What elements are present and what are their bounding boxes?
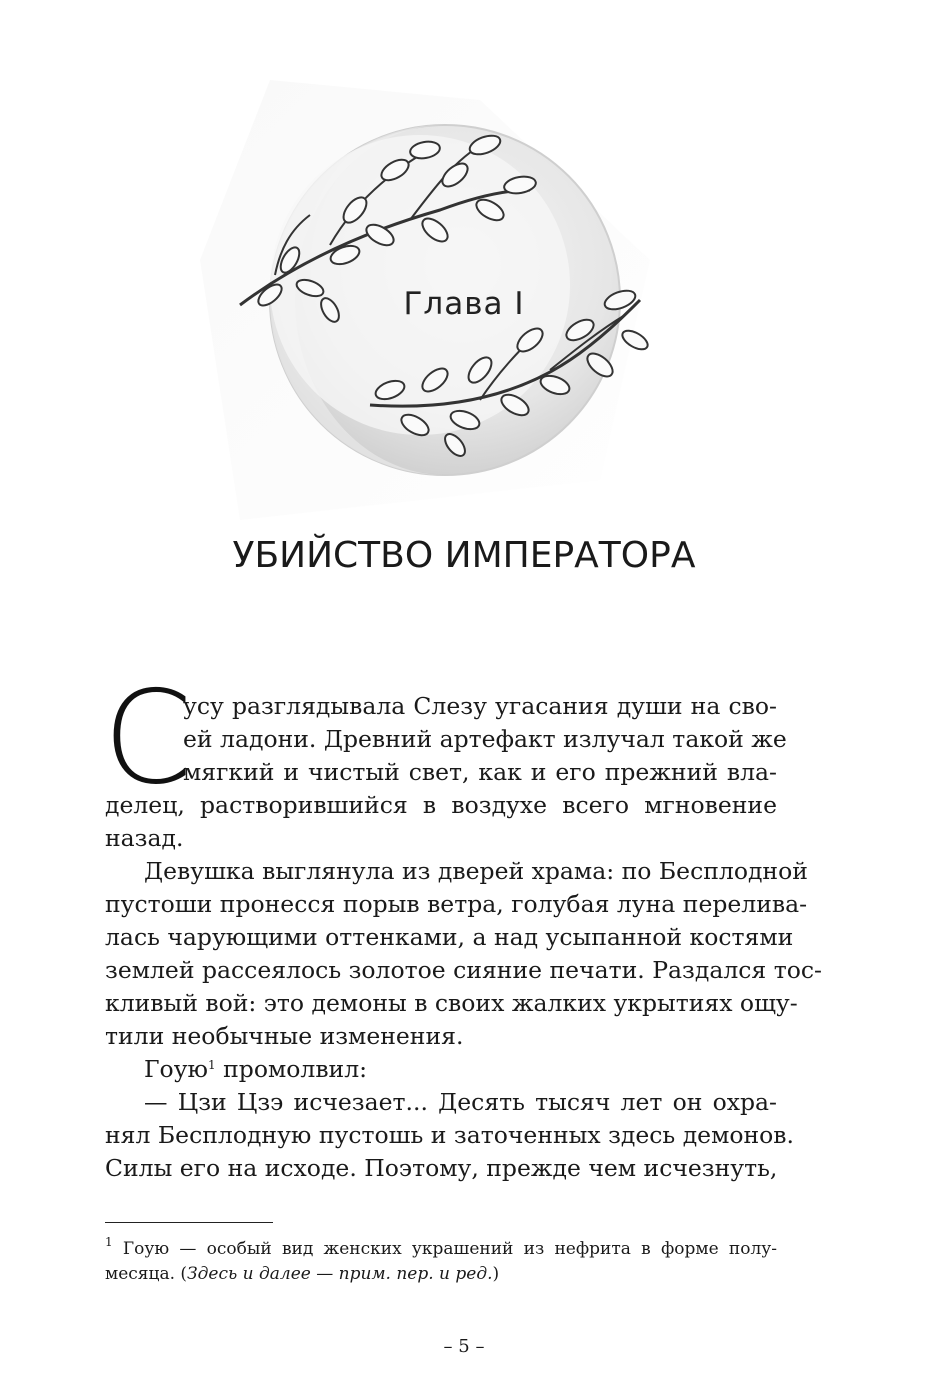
footnote-text: месяца. ( <box>105 1264 188 1284</box>
text-line: усу разглядывала Слезу угасания души на сво- <box>183 692 777 720</box>
text-line: ей ладони. Древний артефакт излучал такой же <box>183 725 787 753</box>
text-line: нял Бесплодную пустошь и заточенных здесь демонов. <box>105 1121 795 1149</box>
body-text <box>105 690 822 1185</box>
footnote-text: ) <box>492 1264 500 1284</box>
text-line: назад. <box>105 824 184 852</box>
text-line: Девушка выглянула из дверей храма: по Бесплодной <box>144 857 808 885</box>
text-line: Силы его на исходе. Поэтому, прежде чем исчезнуть, <box>105 1154 778 1182</box>
footnote-line <box>105 1262 777 1287</box>
text-line: пустоши пронесся порыв ветра, голубая луна перелива- <box>105 890 808 918</box>
chapter-title: УБИЙСТВО ИМПЕРАТОРА <box>232 535 696 576</box>
text-line: кливый вой: это демоны в своих жалких укрытиях ощу- <box>105 989 798 1017</box>
goyu-word: Гоую <box>144 1055 208 1083</box>
footnote-line <box>105 1237 777 1262</box>
footnote <box>105 1237 777 1287</box>
text-line: лась чарующими оттенками, а над усыпанной костями <box>105 923 794 951</box>
drop-cap: С <box>103 664 193 813</box>
footnote-marker: 1 <box>105 1235 113 1249</box>
text-line: делец, растворившийся в воздухе всего мгновение <box>105 791 777 819</box>
text-line: тили необычные изменения. <box>105 1022 464 1050</box>
footnote-ref: 1 <box>208 1058 216 1072</box>
text-line-tail: промолвил: <box>215 1055 368 1083</box>
text-line: мягкий и чистый свет, как и его прежний вла- <box>183 758 777 786</box>
text-line <box>105 1053 777 1086</box>
chapter-label: Глава I <box>403 286 525 322</box>
text-line: землей рассеялось золотое сияние печати. Раздался тос- <box>105 956 822 984</box>
footnote-rule <box>105 1222 273 1223</box>
text-line: — Цзи Цзэ исчезает... Десять тысяч лет он охра- <box>144 1088 777 1116</box>
page-number: – 5 – <box>443 1336 485 1357</box>
footnote-italic: Здесь и далее — прим. пер. и ред. <box>187 1264 493 1284</box>
footnote-text: Гоую — особый вид женских украшений из нефрита в форме полу- <box>122 1239 777 1259</box>
